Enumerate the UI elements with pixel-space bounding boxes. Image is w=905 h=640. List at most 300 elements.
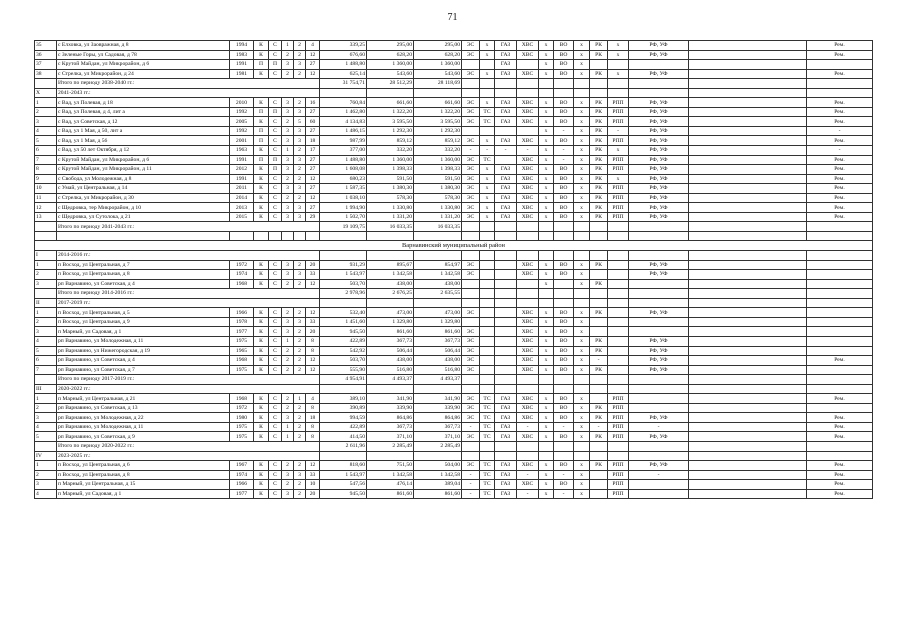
- table-cell: ГАЗ: [495, 403, 517, 413]
- table-cell: 2013: [230, 203, 254, 213]
- table-cell: РФ, УФ: [629, 98, 689, 108]
- table-cell: [590, 327, 608, 337]
- table-cell: ВО: [554, 174, 574, 184]
- subtotal-value: 28 512,29: [367, 79, 414, 89]
- table-cell: ТС: [480, 107, 495, 117]
- table-cell: 7: [35, 365, 57, 375]
- subtotal-label: Итого по периоду 2017-2019 гг.:: [57, 375, 320, 385]
- table-cell: 2011: [230, 184, 254, 194]
- table-cell: 2: [294, 413, 306, 423]
- table-cell: 12: [306, 50, 320, 60]
- table-cell: Рем.: [807, 69, 873, 79]
- table-cell: 1 322,20: [414, 107, 462, 117]
- table-cell: 2: [282, 279, 294, 289]
- table-cell: К: [254, 50, 269, 60]
- table-cell: [689, 317, 807, 327]
- table-cell: К: [254, 403, 269, 413]
- table-cell: [480, 260, 495, 270]
- table-cell: ВО: [554, 394, 574, 404]
- table-cell: 1972: [230, 260, 254, 270]
- table-cell: рп Варнавино, ул Советская, д 4: [57, 356, 230, 366]
- table-cell: РПП: [608, 489, 629, 499]
- table-cell: К: [254, 184, 269, 194]
- table-cell: ТС: [480, 117, 495, 127]
- table-cell: 2: [282, 50, 294, 60]
- table-row: [35, 403, 873, 413]
- table-cell: [320, 231, 367, 241]
- table-cell: с Крутой Майдан, ул Микрорайон, д 6: [57, 60, 230, 70]
- table-cell: [554, 375, 574, 385]
- table-cell: с Крутой Майдан, ул Микрорайон, д 6: [57, 155, 230, 165]
- table-row: [35, 50, 873, 60]
- table-cell: -: [495, 146, 517, 156]
- table-cell: 16: [306, 98, 320, 108]
- table-cell: 676,60: [320, 50, 367, 60]
- period-label: 2041-2043 гг.:: [57, 88, 320, 98]
- table-cell: Рем.: [807, 136, 873, 146]
- table-cell: [554, 251, 574, 261]
- table-cell: 8: [306, 336, 320, 346]
- table-cell: -: [462, 470, 480, 480]
- table-cell: [554, 231, 574, 241]
- table-cell: 27: [306, 165, 320, 175]
- table-row: [35, 394, 873, 404]
- table-cell: ВО: [554, 41, 574, 51]
- table-cell: [367, 384, 414, 394]
- table-cell: РК: [590, 432, 608, 442]
- table-cell: 2012: [230, 165, 254, 175]
- table-cell: ВО: [554, 60, 574, 70]
- table-cell: К: [254, 346, 269, 356]
- table-cell: [495, 231, 517, 241]
- table-cell: К: [254, 422, 269, 432]
- table-cell: 1991: [230, 60, 254, 70]
- table-cell: 4: [35, 126, 57, 136]
- table-cell: 1 398,33: [414, 165, 462, 175]
- table-cell: [629, 327, 689, 337]
- table-cell: ХВС: [517, 136, 539, 146]
- table-cell: х: [608, 174, 629, 184]
- table-cell: ГАЗ: [495, 470, 517, 480]
- table-cell: С: [269, 146, 282, 156]
- table-cell: [807, 289, 873, 299]
- table-cell: ЭС: [462, 41, 480, 51]
- table-cell: Рем.: [807, 117, 873, 127]
- table-cell: Рем.: [807, 470, 873, 480]
- table-cell: ТС: [480, 432, 495, 442]
- table-cell: 3 595,50: [367, 117, 414, 127]
- table-cell: [807, 451, 873, 461]
- table-cell: х: [574, 279, 590, 289]
- table-cell: х: [574, 69, 590, 79]
- table-cell: [608, 451, 629, 461]
- table-cell: [689, 356, 807, 366]
- table-cell: РФ, УФ: [629, 126, 689, 136]
- table-cell: Рем.: [807, 461, 873, 471]
- table-cell: [689, 126, 807, 136]
- table-cell: 1980: [230, 413, 254, 423]
- table-cell: [608, 222, 629, 232]
- table-cell: 1 342,58: [414, 470, 462, 480]
- table-cell: 516,80: [414, 365, 462, 375]
- table-cell: [629, 384, 689, 394]
- table-cell: РПП: [608, 203, 629, 213]
- table-cell: К: [254, 174, 269, 184]
- table-cell: 3: [294, 60, 306, 70]
- table-cell: х: [574, 432, 590, 442]
- table-cell: х: [574, 107, 590, 117]
- table-cell: 1 330,80: [367, 203, 414, 213]
- table-cell: х: [539, 403, 554, 413]
- table-cell: с Стрелка, ул Микрорайон, д 24: [57, 69, 230, 79]
- table-cell: х: [480, 50, 495, 60]
- table-cell: [495, 365, 517, 375]
- table-cell: [414, 251, 462, 261]
- table-cell: [539, 88, 554, 98]
- table-cell: -: [462, 489, 480, 499]
- table-cell: [689, 117, 807, 127]
- table-cell: [608, 336, 629, 346]
- table-cell: 20: [306, 327, 320, 337]
- table-cell: С: [269, 356, 282, 366]
- subtotal-value: 31 754,71: [320, 79, 367, 89]
- table-cell: 35: [35, 41, 57, 51]
- table-cell: Рем.: [807, 184, 873, 194]
- table-cell: [480, 289, 495, 299]
- table-cell: [574, 441, 590, 451]
- table-cell: х: [539, 432, 554, 442]
- table-cell: 3 595,50: [414, 117, 462, 127]
- table-cell: РПП: [608, 165, 629, 175]
- table-cell: РФ, УФ: [629, 69, 689, 79]
- table-row: [35, 308, 873, 318]
- table-cell: [480, 279, 495, 289]
- table-cell: [629, 60, 689, 70]
- table-cell: ХВС: [517, 327, 539, 337]
- table-cell: ГАЗ: [495, 489, 517, 499]
- table-cell: [495, 346, 517, 356]
- table-row: [35, 107, 873, 117]
- table-cell: 2: [294, 165, 306, 175]
- empty-row: [35, 231, 873, 241]
- table-cell: [807, 308, 873, 318]
- table-cell: 1 543,97: [320, 270, 367, 280]
- table-cell: [57, 231, 230, 241]
- table-cell: [590, 480, 608, 490]
- table-cell: [539, 251, 554, 261]
- table-cell: х: [539, 270, 554, 280]
- table-cell: [320, 451, 367, 461]
- table-cell: К: [254, 327, 269, 337]
- table-cell: [689, 489, 807, 499]
- table-cell: х: [574, 174, 590, 184]
- table-cell: х: [480, 69, 495, 79]
- table-cell: -: [629, 422, 689, 432]
- table-cell: 3: [282, 413, 294, 423]
- table-cell: 2: [282, 461, 294, 471]
- table-cell: х: [539, 117, 554, 127]
- table-cell: 1974: [230, 470, 254, 480]
- table-cell: 931,29: [320, 260, 367, 270]
- table-cell: [414, 451, 462, 461]
- table-cell: [539, 222, 554, 232]
- table-cell: К: [254, 117, 269, 127]
- table-row: [35, 489, 873, 499]
- table-cell: 2: [282, 69, 294, 79]
- table-cell: [517, 88, 539, 98]
- table-cell: х: [480, 136, 495, 146]
- table-cell: х: [574, 480, 590, 490]
- table-cell: [689, 470, 807, 480]
- table-cell: 5: [35, 136, 57, 146]
- table-cell: [629, 222, 689, 232]
- table-cell: -: [517, 146, 539, 156]
- table-cell: [480, 384, 495, 394]
- table-cell: 10: [306, 480, 320, 490]
- table-cell: ГАЗ: [495, 212, 517, 222]
- table-cell: С: [269, 41, 282, 51]
- table-cell: ТС: [480, 155, 495, 165]
- table-cell: ГАЗ: [495, 136, 517, 146]
- table-cell: РК: [590, 146, 608, 156]
- table-cell: [629, 251, 689, 261]
- table-cell: х: [574, 146, 590, 156]
- table-cell: ТС: [480, 394, 495, 404]
- table-cell: 1977: [230, 327, 254, 337]
- table-cell: 473,00: [367, 308, 414, 318]
- table-cell: [689, 193, 807, 203]
- table-cell: 12: [306, 69, 320, 79]
- table-cell: [608, 289, 629, 299]
- table-cell: рп Варнавино, ул Советская, д 4: [57, 279, 230, 289]
- table-cell: К: [254, 69, 269, 79]
- table-cell: х: [539, 336, 554, 346]
- period-number: I: [35, 251, 57, 261]
- table-cell: 987,99: [320, 136, 367, 146]
- table-cell: 1 587,35: [320, 184, 367, 194]
- table-cell: РФ, УФ: [629, 165, 689, 175]
- table-cell: 751,50: [367, 461, 414, 471]
- table-cell: [495, 441, 517, 451]
- table-cell: 1: [282, 336, 294, 346]
- table-cell: [35, 79, 57, 89]
- table-cell: [462, 298, 480, 308]
- table-cell: [539, 441, 554, 451]
- table-cell: 2: [294, 403, 306, 413]
- table-cell: ЭС: [462, 346, 480, 356]
- table-cell: х: [608, 146, 629, 156]
- table-cell: [807, 251, 873, 261]
- table-cell: 2015: [230, 212, 254, 222]
- table-cell: [539, 231, 554, 241]
- period-header-row: [35, 251, 873, 261]
- table-cell: [462, 441, 480, 451]
- table-cell: х: [539, 394, 554, 404]
- table-cell: ГАЗ: [495, 50, 517, 60]
- table-cell: К: [254, 165, 269, 175]
- table-cell: РК: [590, 461, 608, 471]
- table-cell: рп Варнавино, ул Молодежная, д 11: [57, 336, 230, 346]
- table-cell: 503,70: [320, 356, 367, 366]
- table-cell: [689, 289, 807, 299]
- table-cell: х: [480, 165, 495, 175]
- table-cell: С: [269, 117, 282, 127]
- table-cell: 1966: [230, 308, 254, 318]
- table-cell: ГАЗ: [495, 98, 517, 108]
- table-cell: РФ, УФ: [629, 50, 689, 60]
- table-cell: [462, 279, 480, 289]
- table-cell: [495, 260, 517, 270]
- table-cell: [517, 279, 539, 289]
- table-cell: ВО: [554, 69, 574, 79]
- table-cell: 332,20: [367, 146, 414, 156]
- table-cell: 3: [282, 327, 294, 337]
- table-cell: [689, 461, 807, 471]
- table-cell: 1: [35, 260, 57, 270]
- table-cell: ВО: [554, 136, 574, 146]
- table-cell: ГАЗ: [495, 413, 517, 423]
- table-cell: с Свобода, ул Молодежная, д 8: [57, 174, 230, 184]
- table-cell: [480, 222, 495, 232]
- table-cell: с Вад, ул 1 Мая, д 50, лит а: [57, 126, 230, 136]
- table-cell: ВО: [554, 184, 574, 194]
- table-cell: рп Варнавино, ул Молодежная, д 22: [57, 413, 230, 423]
- period-label: 2023-2025 гг.:: [57, 451, 320, 461]
- table-cell: 1968: [230, 279, 254, 289]
- table-cell: 367,73: [414, 422, 462, 432]
- table-cell: 1: [282, 41, 294, 51]
- table-cell: ХВС: [517, 107, 539, 117]
- table-cell: х: [480, 98, 495, 108]
- table-cell: [629, 375, 689, 385]
- table-cell: 1 398,33: [367, 165, 414, 175]
- table-cell: [517, 222, 539, 232]
- table-cell: х: [574, 422, 590, 432]
- table-cell: ХВС: [517, 69, 539, 79]
- table-cell: 12: [306, 193, 320, 203]
- table-cell: РФ, УФ: [629, 212, 689, 222]
- table-cell: 1: [282, 432, 294, 442]
- table-cell: 4: [306, 41, 320, 51]
- table-cell: [689, 336, 807, 346]
- table-cell: 1 292,30: [367, 126, 414, 136]
- table-cell: 2: [282, 480, 294, 490]
- table-cell: [462, 88, 480, 98]
- table-cell: РФ, УФ: [629, 356, 689, 366]
- table-cell: 438,00: [414, 279, 462, 289]
- table-cell: [574, 79, 590, 89]
- table-cell: ВО: [554, 212, 574, 222]
- table-cell: 625,14: [320, 69, 367, 79]
- table-cell: [608, 251, 629, 261]
- table-cell: ХВС: [517, 346, 539, 356]
- table-cell: 422,89: [320, 336, 367, 346]
- table-cell: х: [539, 146, 554, 156]
- table-body: [35, 41, 873, 499]
- table-cell: [517, 441, 539, 451]
- table-cell: ХВС: [517, 394, 539, 404]
- table-cell: Рем.: [807, 422, 873, 432]
- table-cell: 3: [35, 279, 57, 289]
- table-cell: РФ, УФ: [629, 193, 689, 203]
- table-cell: х: [480, 41, 495, 51]
- table-cell: 332,20: [414, 146, 462, 156]
- table-cell: [689, 441, 807, 451]
- table-cell: РК: [590, 193, 608, 203]
- table-cell: [689, 260, 807, 270]
- table-cell: ВО: [554, 107, 574, 117]
- table-cell: 367,73: [367, 336, 414, 346]
- table-cell: с Умай, ул Центральная, д 14: [57, 184, 230, 194]
- table-cell: РФ, УФ: [629, 184, 689, 194]
- table-cell: [629, 317, 689, 327]
- table-cell: 27: [306, 126, 320, 136]
- table-cell: [689, 251, 807, 261]
- table-cell: РПП: [608, 461, 629, 471]
- period-number: III: [35, 384, 57, 394]
- table-cell: ЭС: [462, 461, 480, 471]
- table-cell: 3: [282, 203, 294, 213]
- table-cell: [807, 317, 873, 327]
- table-cell: х: [480, 212, 495, 222]
- table-cell: [807, 231, 873, 241]
- table-cell: РФ, УФ: [629, 117, 689, 127]
- table-cell: х: [574, 184, 590, 194]
- table-cell: [35, 375, 57, 385]
- table-cell: х: [608, 69, 629, 79]
- table-cell: ХВС: [517, 432, 539, 442]
- table-cell: рп Варнавино, ул Советская, д 13: [57, 403, 230, 413]
- table-cell: ГАЗ: [495, 60, 517, 70]
- table-cell: х: [574, 41, 590, 51]
- subtotal-label: Итого по периоду 2038-2040 гг.:: [57, 79, 320, 89]
- table-cell: х: [539, 365, 554, 375]
- table-cell: РФ, УФ: [629, 270, 689, 280]
- table-cell: ЭС: [462, 193, 480, 203]
- table-cell: [590, 88, 608, 98]
- table-cell: 1 608,08: [320, 165, 367, 175]
- table-cell: [629, 289, 689, 299]
- table-cell: 760,84: [320, 98, 367, 108]
- table-cell: РК: [590, 413, 608, 423]
- table-cell: РФ, УФ: [629, 432, 689, 442]
- table-cell: 861,60: [367, 489, 414, 499]
- table-cell: [462, 289, 480, 299]
- table-cell: 12: [306, 356, 320, 366]
- table-cell: п Марный, ул Садовая, д 1: [57, 327, 230, 337]
- table-cell: 3: [282, 212, 294, 222]
- table-cell: П: [269, 60, 282, 70]
- table-cell: 532,40: [320, 308, 367, 318]
- table-cell: П: [254, 60, 269, 70]
- table-cell: 3: [282, 184, 294, 194]
- table-cell: х: [539, 203, 554, 213]
- subtotal-value: 4 493,37: [414, 375, 462, 385]
- table-cell: [807, 403, 873, 413]
- table-cell: 371,10: [414, 432, 462, 442]
- table-cell: К: [254, 480, 269, 490]
- table-cell: ЭС: [462, 432, 480, 442]
- table-cell: [480, 126, 495, 136]
- table-cell: ГАЗ: [495, 41, 517, 51]
- table-cell: х: [539, 489, 554, 499]
- table-cell: [294, 231, 306, 241]
- period-label: 2014-2016 гг.:: [57, 251, 320, 261]
- table-cell: ЭС: [462, 260, 480, 270]
- table-cell: ХВС: [517, 41, 539, 51]
- table-cell: п Восход, ул Центральная, д 8: [57, 270, 230, 280]
- table-cell: [608, 298, 629, 308]
